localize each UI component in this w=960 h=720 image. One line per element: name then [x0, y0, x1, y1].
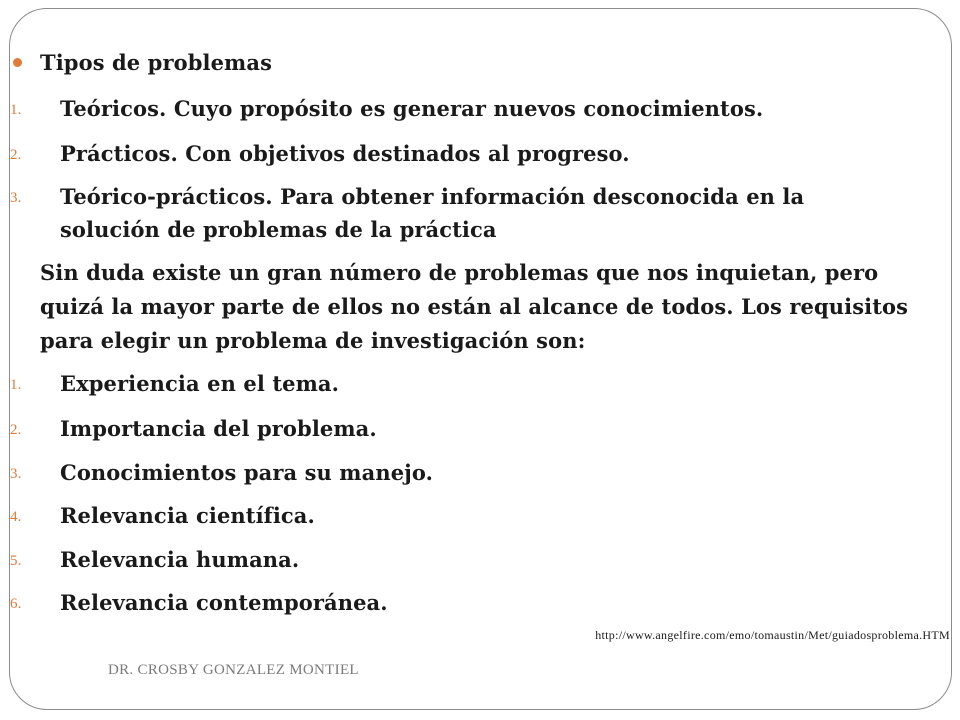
paragraph-line-3: para elegir un problema de investigación son:	[40, 328, 586, 353]
requirement-text: Relevancia contemporánea.	[60, 590, 388, 615]
requirement-item-1	[10, 367, 340, 400]
paragraph-line-2: quizá la mayor parte de ellos no están al alcance de todos. Los requisitos	[40, 294, 909, 319]
type-text: Prácticos. Con objetivos destinados al progreso.	[60, 141, 630, 166]
requirement-number: 6.	[10, 596, 22, 612]
requirement-number: 1.	[10, 377, 22, 393]
source-link[interactable]: http://www.angelfire.com/emo/tomaustin/Met/guiadosproblema.HTM	[595, 628, 950, 642]
requirement-item-2	[10, 412, 377, 445]
section-heading-text: Tipos de problemas	[40, 50, 273, 75]
type-text: Teóricos. Cuyo propósito es generar nuevos conocimientos.	[60, 96, 764, 121]
requirement-number: 5.	[10, 553, 22, 569]
section-heading	[40, 50, 272, 75]
type-number: 2.	[10, 147, 22, 163]
type-item-1	[10, 92, 764, 125]
footer-author: DR. CROSBY GONZALEZ MONTIEL	[108, 662, 359, 678]
requirement-text: Experiencia en el tema.	[60, 371, 340, 396]
requirement-item-4	[10, 499, 315, 532]
type-item-2	[10, 137, 630, 170]
bullet-dot-icon	[13, 58, 22, 67]
requirement-number: 2.	[10, 422, 22, 438]
type-item-3	[10, 180, 805, 246]
paragraph-line-1: Sin duda existe un gran número de problemas que nos inquietan, pero	[40, 260, 879, 285]
type-number: 1.	[10, 102, 22, 118]
type-text-line-1: Teórico-prácticos. Para obtener información desconocida en la	[60, 184, 805, 209]
requirement-text: Relevancia científica.	[60, 503, 315, 528]
requirement-text: Conocimientos para su manejo.	[60, 460, 434, 485]
intro-paragraph	[40, 256, 950, 358]
requirement-item-6	[10, 586, 388, 619]
type-text-line-2: solución de problemas de la práctica	[60, 217, 497, 242]
requirement-text: Importancia del problema.	[60, 416, 377, 441]
requirement-text: Relevancia humana.	[60, 547, 300, 572]
requirement-item-5	[10, 543, 300, 576]
requirement-item-3	[10, 456, 434, 489]
requirement-number: 3.	[10, 466, 22, 482]
type-number: 3.	[10, 190, 22, 206]
requirement-number: 4.	[10, 509, 22, 525]
